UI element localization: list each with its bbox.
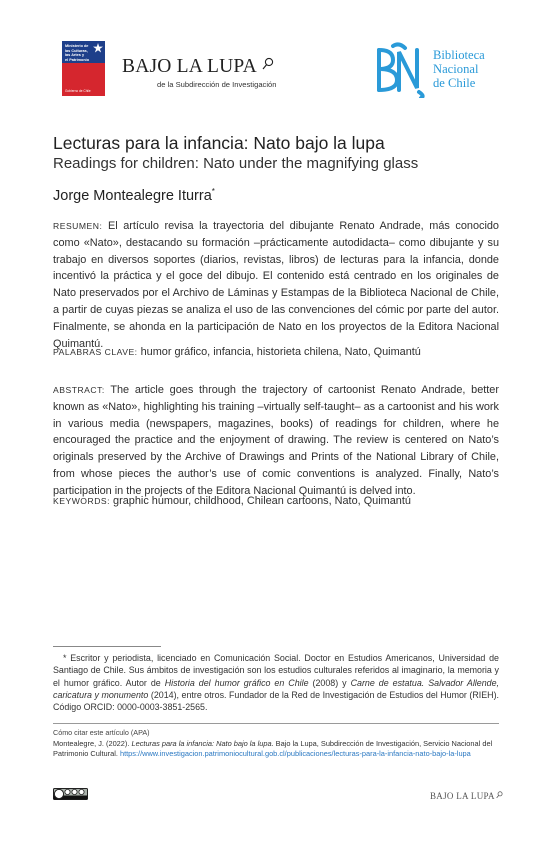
library-line: de Chile	[433, 76, 476, 90]
logo-ministry-text	[65, 44, 105, 62]
footnote-text: (2014), entre otros. Fundador de la Red de Investigación de Estudios del Humor (RIEH). Código ORCID: 0000-0003-3851-2565.	[53, 689, 500, 713]
resumen-paragraph	[53, 218, 499, 352]
magnifier-icon	[262, 57, 274, 71]
palabras-clave-text: humor gráfico, infancia, historieta chilena, Nato, Quimantú	[137, 346, 421, 358]
keywords-paragraph	[53, 493, 499, 510]
library-line: Nacional	[433, 62, 479, 76]
logo-white-bar	[53, 41, 62, 96]
brand-title-row	[122, 57, 302, 77]
citation-source: . Bajo la Lupa, Subdirección de Investigación, Servicio Nacional del Patrimonio Cultural.	[53, 739, 493, 759]
abstract-label: ABSTRACT:	[53, 385, 105, 395]
footnote-book-title: Carne de estatua. Salvador Allende, caricatura y monumento	[53, 677, 499, 700]
keywords-text: graphic humour, childhood, Chilean cartoons, Nato, Quimantú	[110, 495, 411, 507]
author-footnote	[53, 652, 499, 713]
brand-block	[122, 57, 302, 89]
citation-link[interactable]: https://www.investigacion.patrimoniocultural.gob.cl/publicaciones/lecturas-para-la-infancia-nato-bajo-la-lupa	[119, 749, 471, 759]
logo-line: las Culturas,	[65, 48, 88, 53]
resumen-text: El artículo revisa la trayectoria del dibujante Renato Andrade, más conocido como «Nato», destacando su formación –prácticamente autodidacta– como dibujante y su trabajo en diversos soportes (diarios, revistas, libros) de lecturas para la infancia, donde incentivó la práctica y el goce del dibujo. El contenido está centrado en los originales de Nato preservados por el Archivo de Láminas y Estampas de la Biblioteca Nacional de Chile, a partir de cuyas piezas se analiza el uso de las convenciones del cómic por parte del autor. Finalmente, se ahonda en la participación de Nato en los proyectos de la Editora Nacional Quimantú.	[53, 220, 499, 350]
abstract-text: The article goes through the trajectory of cartoonist Renato Andrade, better known as «Nato», highlighting his training –virtually self-taught– as a cartoonist and his work in various media (newspapers, magazines, books) of readings for children, where he encouraged the practice and the enjoyment of drawing. The review is centered on Nato’s originals preserved by the Archive of Drawings and Prints of the National Library of Chile, from whose pieces the author’s use of comic conventions is analyzed. Finally, Nato’s participation in the projects of the Editora Nacional Quimantú is delved into.	[53, 384, 499, 497]
logo-line: el Patrimonio	[65, 57, 90, 62]
footnote-divider	[53, 646, 161, 647]
running-head	[430, 791, 503, 801]
article-subtitle: Readings for children: Nato under the magnifying glass	[53, 155, 419, 172]
cc-by-nc-sa-icon	[53, 788, 88, 800]
palabras-clave-paragraph	[53, 344, 499, 361]
footnote-book-title: Historia del humor gráfico en Chile	[164, 677, 309, 688]
abstract-paragraph	[53, 382, 499, 500]
keywords-label: KEYWORDS:	[53, 496, 111, 506]
biblioteca-nacional-monogram-icon	[369, 42, 427, 98]
palabras-clave-label: PALABRAS CLAVE:	[53, 347, 138, 357]
brand-title: BAJO LA LUPA	[122, 56, 256, 77]
running-head-text: BAJO LA LUPA	[430, 791, 495, 801]
citation-title: Lecturas para la infancia: Nato bajo la lupa	[131, 739, 272, 748]
citation-divider	[53, 723, 499, 724]
logo-footer-text: Gobierno de Chile	[65, 89, 91, 93]
author-footnote-mark[interactable]: *	[211, 187, 215, 196]
article-author	[53, 187, 215, 204]
citation-author: Montealegre, J. (2022).	[53, 739, 132, 748]
brand-subtitle: de la Subdirección de Investigación	[157, 80, 277, 89]
citation-label: Cómo citar este artículo (APA)	[53, 728, 150, 737]
article-title: Lecturas para la infancia: Nato bajo la lupa	[53, 133, 385, 153]
logo-line: Ministerio de	[65, 44, 89, 48]
government-logo	[53, 41, 105, 96]
author-name: Jorge Montealegre Iturra	[53, 187, 212, 204]
magnifier-icon	[496, 791, 503, 799]
logo-line: las Artes y	[65, 53, 85, 58]
resumen-label: RESUMEN:	[53, 221, 103, 231]
library-name	[433, 48, 485, 90]
library-line: Biblioteca	[433, 48, 485, 62]
citation-text	[53, 739, 501, 760]
footnote-text: * Escritor y periodista, licenciado en Comunicación Social. Doctor en Estudios Americanos, Universidad de Santiago de Chile. Sus ámbitos de investigación son los estudios culturales referidos al imaginario, la memoria y el humor gráfico. Autor de	[53, 653, 499, 688]
footnote-text: (2008) y	[308, 677, 351, 688]
